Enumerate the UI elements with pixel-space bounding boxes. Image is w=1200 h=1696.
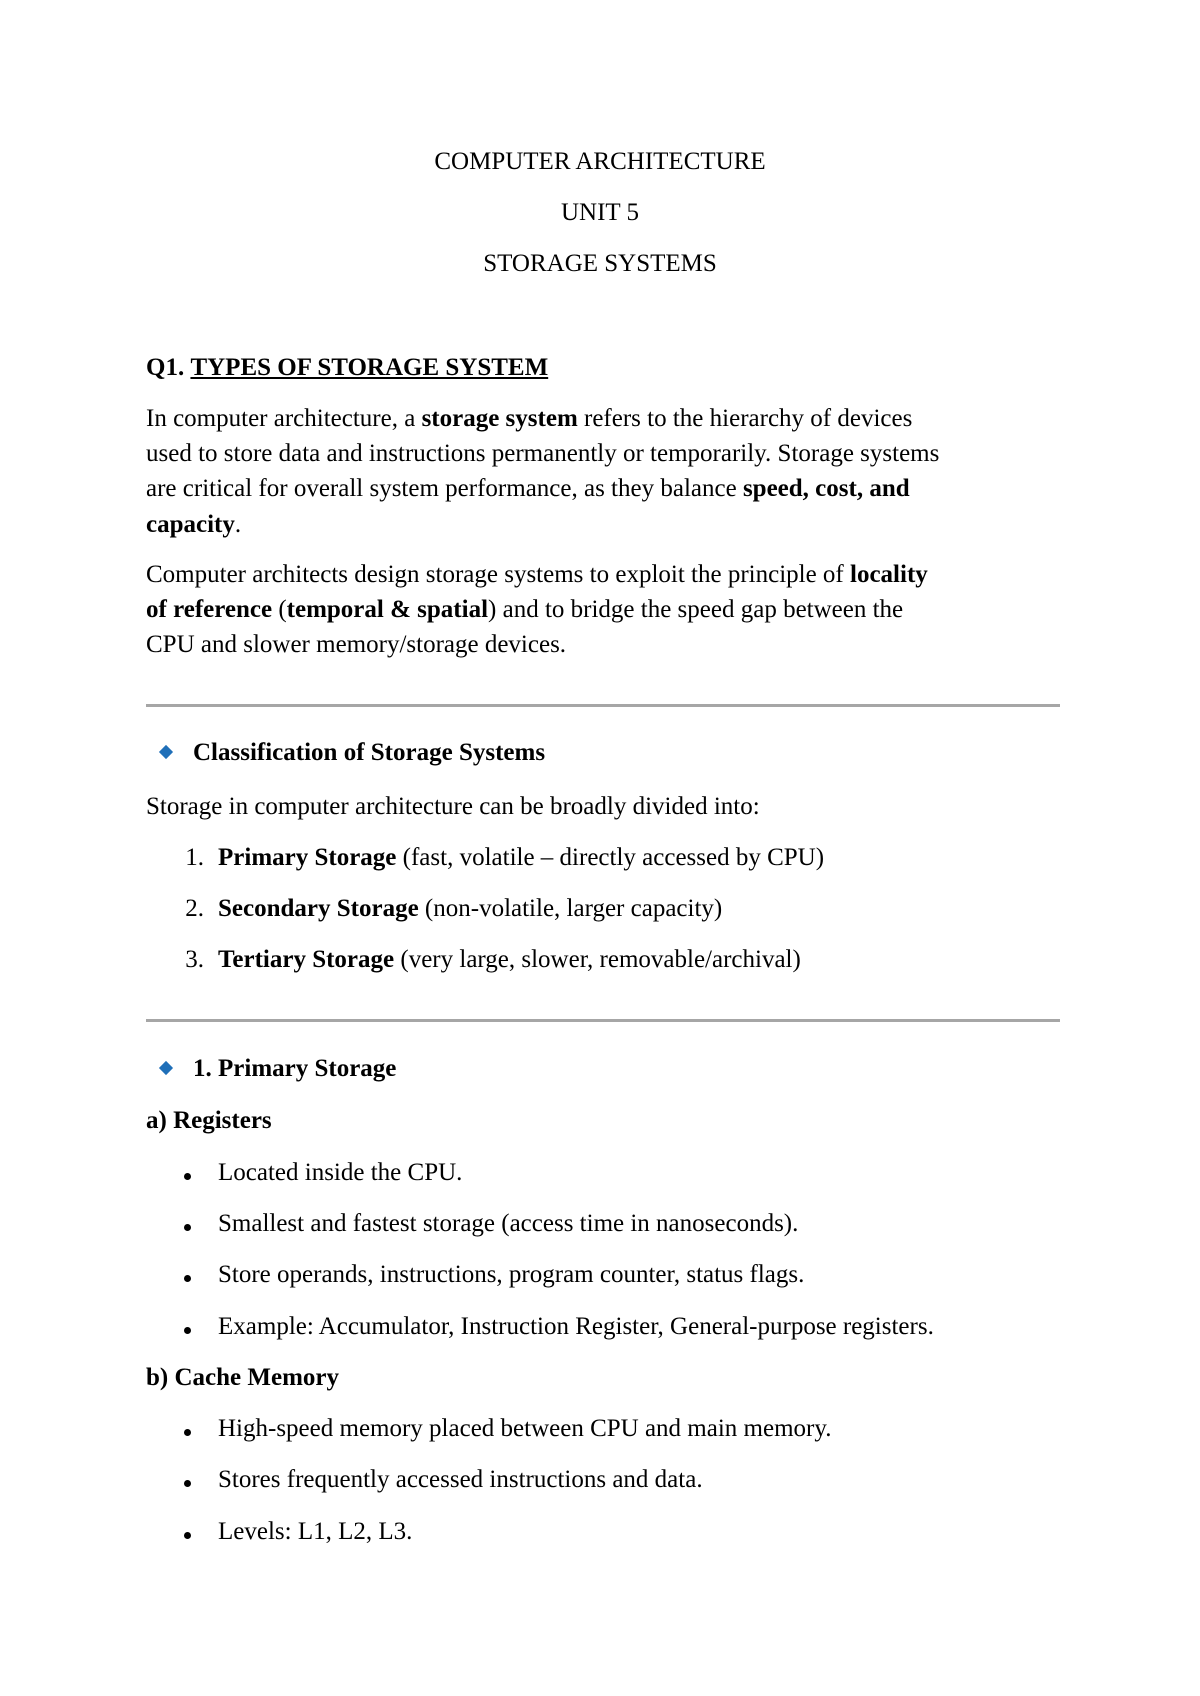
heading-text: 1. Primary Storage <box>193 1055 397 1082</box>
cache-memory-heading <box>146 1363 339 1393</box>
bold-term: speed, cost, and <box>742 475 910 502</box>
bold-term: temporal & spatial <box>286 596 489 623</box>
paragraph-1-line-4 <box>146 510 241 540</box>
heading-text: b) Cache Memory <box>146 1364 339 1391</box>
text-run: are critical for overall system performance, as they balance <box>146 475 743 502</box>
text-run: Computer architects design storage systems to exploit the principle of <box>146 561 851 588</box>
text-run: (very large, slower, removable/archival) <box>394 946 801 973</box>
paragraph-1-line-3 <box>146 474 910 504</box>
list-item: Store operands, instructions, program counter, status flags. <box>218 1261 805 1288</box>
document-subtitle: STORAGE SYSTEMS <box>483 250 717 277</box>
horizontal-rule <box>146 704 1060 707</box>
text-run: . <box>234 511 242 538</box>
q1-title: TYPES OF STORAGE SYSTEM <box>190 354 549 381</box>
paragraph-2-line-3: CPU and slower memory/storage devices. <box>146 631 567 658</box>
primary-storage-heading <box>193 1054 396 1084</box>
text-run: (fast, volatile – directly accessed by CPU) <box>396 844 825 871</box>
list-item <box>218 945 801 975</box>
list-number: 2. <box>185 895 204 922</box>
bold-term: locality <box>850 561 928 588</box>
paragraph-2-line-2 <box>146 595 903 625</box>
list-item: Located inside the CPU. <box>218 1159 463 1186</box>
list-item: Example: Accumulator, Instruction Register, General-purpose registers. <box>218 1313 934 1340</box>
bullet-icon <box>184 1532 191 1539</box>
paragraph-1-line-2: used to store data and instructions permanently or temporarily. Storage systems <box>146 440 940 467</box>
bullet-icon <box>184 1173 191 1180</box>
heading-text: a) Registers <box>146 1107 272 1134</box>
bold-term: Primary Storage <box>218 844 397 871</box>
q1-heading <box>146 353 548 383</box>
text-run: In computer architecture, a <box>146 405 422 432</box>
bullet-icon <box>184 1429 191 1436</box>
q1-label: Q1. <box>146 354 185 381</box>
list-number: 3. <box>185 946 204 973</box>
bold-term: of reference <box>146 596 273 623</box>
diamond-bullet-icon <box>159 1061 173 1075</box>
list-item: Stores frequently accessed instructions and data. <box>218 1466 703 1493</box>
heading-text: Classification of Storage Systems <box>193 739 546 766</box>
text-run: ( <box>272 596 287 623</box>
list-item: High-speed memory placed between CPU and main memory. <box>218 1415 832 1442</box>
bullet-icon <box>184 1224 191 1231</box>
text-run: (non-volatile, larger capacity) <box>418 895 723 922</box>
text-run: ) and to bridge the speed gap between the <box>488 596 904 623</box>
bold-term: storage system <box>421 405 578 432</box>
bold-term: Secondary Storage <box>218 895 419 922</box>
list-item: Smallest and fastest storage (access time in nanoseconds). <box>218 1210 799 1237</box>
diamond-bullet-icon <box>159 745 173 759</box>
bullet-icon <box>184 1480 191 1487</box>
document-title: COMPUTER ARCHITECTURE <box>434 148 766 175</box>
list-item: Levels: L1, L2, L3. <box>218 1518 413 1545</box>
bullet-icon <box>184 1275 191 1282</box>
paragraph-2-line-1 <box>146 560 928 590</box>
classification-heading <box>193 738 545 768</box>
list-item <box>218 894 722 924</box>
text-run: refers to the hierarchy of devices <box>577 405 913 432</box>
bold-term: Tertiary Storage <box>218 946 395 973</box>
list-number: 1. <box>185 844 204 871</box>
unit-label: UNIT 5 <box>560 199 639 226</box>
classification-intro: Storage in computer architecture can be broadly divided into: <box>146 793 760 820</box>
horizontal-rule <box>146 1019 1060 1022</box>
bullet-icon <box>184 1327 191 1334</box>
bold-term: capacity <box>146 511 235 538</box>
paragraph-1-line-1 <box>146 404 912 434</box>
registers-heading <box>146 1106 272 1136</box>
list-item <box>218 843 824 873</box>
